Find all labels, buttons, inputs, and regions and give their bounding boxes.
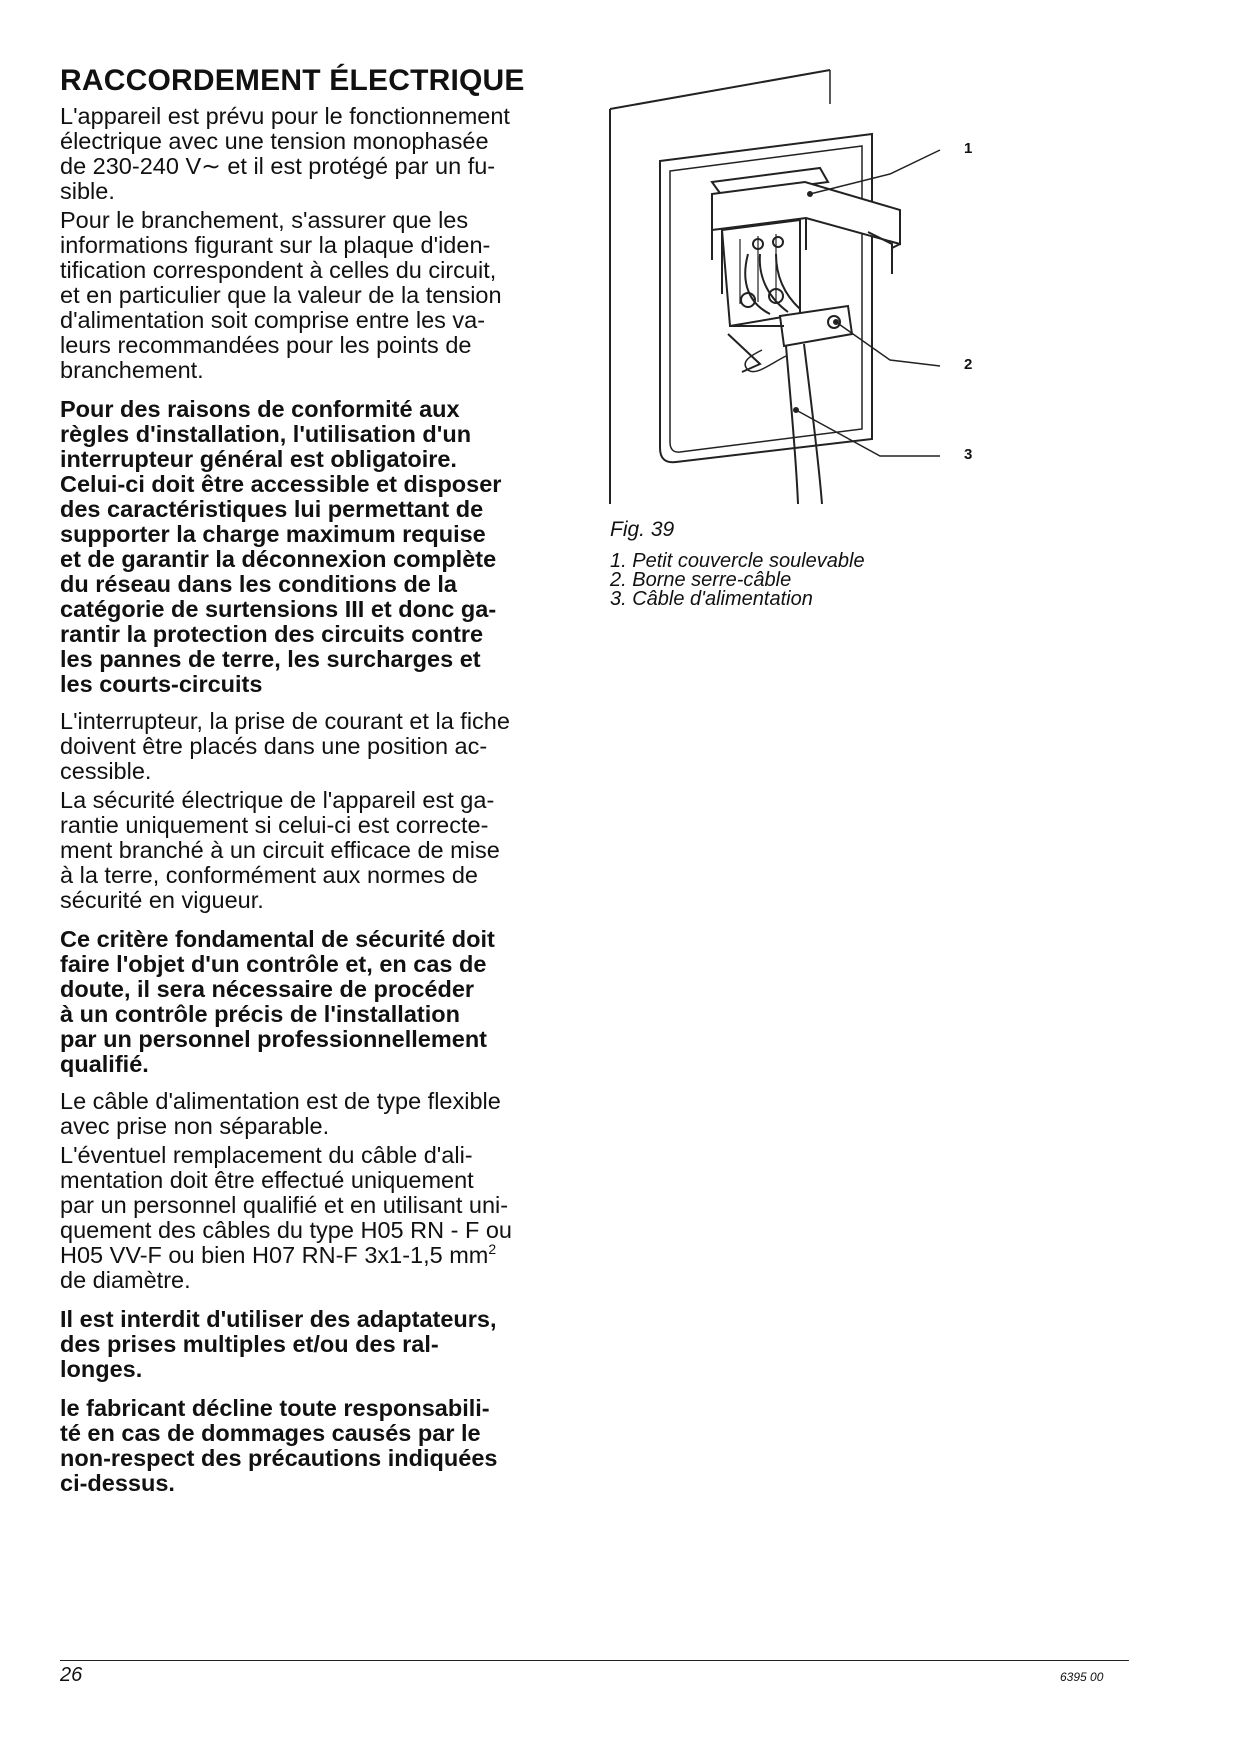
footer-divider xyxy=(60,1660,1129,1661)
legend-item: 1. Petit couvercle soulevable xyxy=(610,550,865,572)
figure-caption xyxy=(610,518,1010,609)
warning-adapters: Il est interdit d'utiliser des adaptateurs, des prises multiples et/ou des ral- longes. xyxy=(60,1306,497,1382)
paragraph-earthing: La sécurité électrique de l'appareil est ga- rantie uniquement si celui-ci est correcte- ment branché à un circuit efficace de mise à la terre, conformément aux normes de sécurité en vigueur. xyxy=(60,787,500,913)
terminal-block-drawing xyxy=(600,64,1000,504)
callout-1: 1 xyxy=(964,140,973,157)
legend-item: 3. Câble d'alimentation xyxy=(610,588,813,610)
figure-39-illustration xyxy=(600,64,1000,504)
cable-replacement-tail: de diamètre. xyxy=(60,1267,191,1293)
paragraph-cable-type: Le câble d'alimentation est de type flexible avec prise non séparable. xyxy=(60,1088,501,1139)
paragraph-cable-replacement xyxy=(60,1143,580,1293)
paragraph-voltage: L'appareil est prévu pour le fonctionnement électrique avec une tension monophasée de 230-240 V∼ et il est protégé par un fu- sible. xyxy=(60,103,510,204)
figure-label: Fig. 39 xyxy=(610,518,675,541)
callout-2: 2 xyxy=(964,356,973,373)
warning-main-switch: Pour des raisons de conformité aux règles d'installation, l'utilisation d'un interrupteur général est obligatoire. Celui-ci doit être accessible et disposer des caractéristiques lui permettant de supporter la charge maximum requise et de garantir la déconnexion complète du réseau dans les conditions de la catégorie de surtensions III et donc ga- rantir la protection des circuits contre les pannes de terre, les surcharges et les courts-circuits xyxy=(60,396,502,697)
paragraph-connection-check: Pour le branchement, s'assurer que les informations figurant sur la plaque d'iden- tification correspondent à celles du circuit, et en particulier que la valeur de la tension d'alimentation soit comprise entre les va- leurs recommandées pour les points de branchement. xyxy=(60,207,502,383)
page-title: RACCORDEMENT ÉLECTRIQUE xyxy=(60,64,525,97)
callout-3: 3 xyxy=(964,446,973,463)
page-number: 26 xyxy=(60,1664,83,1686)
main-text-column xyxy=(60,64,580,1508)
paragraph-accessibility: L'interrupteur, la prise de courant et la fiche doivent être placés dans une position ac- cessible. xyxy=(60,708,510,784)
legend-item: 2. Borne serre-câble xyxy=(610,569,792,591)
warning-safety-check: Ce critère fondamental de sécurité doit faire l'objet d'un contrôle et, en cas de doute, il sera nécessaire de procéder à un contrôle précis de l'installation par un personnel professionnellement qualifié. xyxy=(60,926,495,1077)
superscript-square: 2 xyxy=(488,1241,497,1258)
warning-liability: le fabricant décline toute responsabili- té en cas de dommages causés par le non-respect des précautions indiquées ci-dessus. xyxy=(60,1395,498,1496)
document-code: 6395 00 xyxy=(1060,1670,1104,1684)
cable-replacement-text: L'éventuel remplacement du câble d'ali- mentation doit être effectué uniquement par un personnel qualifié et en utilisant uni- quement des câbles du type H05 RN - F ou H05 VV-F ou bien H07 RN-F 3x1-1,5 mm xyxy=(60,1142,512,1268)
